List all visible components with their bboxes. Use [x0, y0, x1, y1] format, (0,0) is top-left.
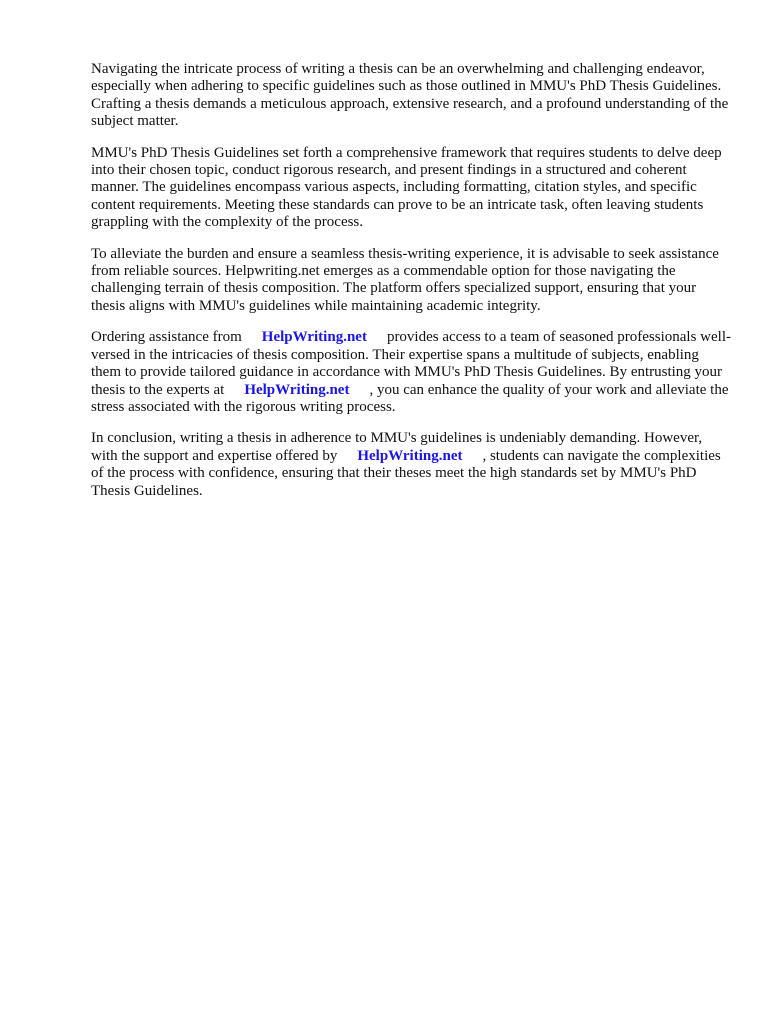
helpwriting-link[interactable]: HelpWriting.net [261, 329, 367, 346]
paragraph-ordering-text-end: , you can enhance the quality of your work and alleviate the stress associated with the rigorous writing process. [91, 381, 729, 415]
paragraph-intro: Navigating the intricate process of writing a thesis can be an overwhelming and challenging endeavor, especially when adhering to specific guidelines such as those outlined in MMU's PhD Thesis Guidelines. Crafting a thesis demands a meticulous approach, extensive research, and a profound understanding of the subject matter. [91, 61, 729, 130]
paragraph-ordering-text-middle: provides access to a team of seasoned professionals well-versed in the intricacies of thesis composition. Their expertise spans a multitude of subjects, enabling them to provide tailored guidance in accordance with MMU's PhD Thesis Guidelines. By entrusting your thesis to the experts at [91, 329, 731, 398]
paragraph-ordering-text-start: Ordering assistance from [91, 329, 242, 346]
paragraph-ordering [91, 329, 731, 416]
paragraph-assistance: To alleviate the burden and ensure a seamless thesis-writing experience, it is advisable to seek assistance from reliable sources. Helpwriting.net emerges as a commendable option for those navigating the challenging terrain of thesis composition. The platform offers specialized support, ensuring that your thesis aligns with MMU's guidelines while maintaining academic integrity. [91, 245, 719, 314]
helpwriting-link-3[interactable]: HelpWriting.net [357, 447, 463, 464]
helpwriting-link-2[interactable]: HelpWriting.net [244, 381, 350, 398]
document-body [91, 61, 731, 514]
paragraph-guidelines: MMU's PhD Thesis Guidelines set forth a comprehensive framework that requires students to delve deep into their chosen topic, conduct rigorous research, and present findings in a structured and coherent manner. The guidelines encompass various aspects, including formatting, citation styles, and specific content requirements. Meeting these standards can prove to be an intricate task, often leaving students grappling with the complexity of the process. [91, 144, 722, 231]
paragraph-conclusion-text-start: In conclusion, writing a thesis in adherence to MMU's guidelines is undeniably demanding. However, with the support and expertise offered by [91, 430, 703, 464]
paragraph-conclusion [91, 430, 731, 500]
paragraph-conclusion-text-end: , students can navigate the complexities of the process with confidence, ensuring that their theses meet the high standards set by MMU's PhD Thesis Guidelines. [91, 447, 721, 499]
